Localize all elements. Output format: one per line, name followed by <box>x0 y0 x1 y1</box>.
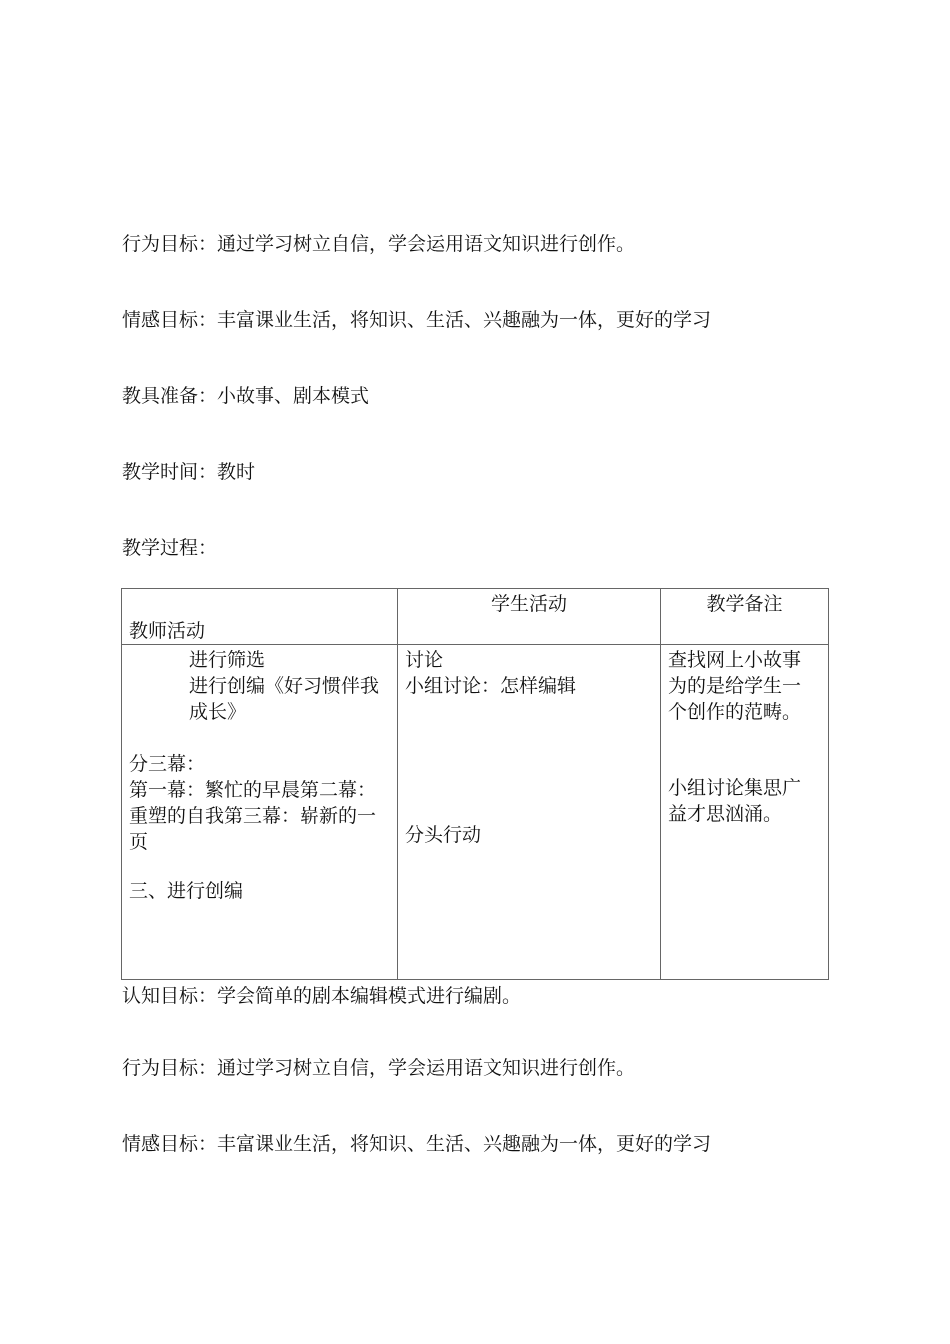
teaching-time-line: 教学时间：教时 <box>122 461 256 483</box>
teacher-text: 进行创编《好习惯伴我 <box>189 675 380 697</box>
teacher-text: 第一幕：繁忙的早晨第二幕： <box>129 779 377 801</box>
teaching-process-heading: 教学过程： <box>122 537 218 559</box>
teaching-tools-line: 教具准备：小故事、剧本模式 <box>122 385 370 407</box>
teacher-text: 进行筛选 <box>189 649 266 671</box>
emotion-goal-line-repeat: 情感目标：丰富课业生活，将知识、生活、兴趣融为一体，更好的学习 <box>122 1133 712 1155</box>
teaching-notes-cell <box>661 645 829 980</box>
header-student-label: 学生活动 <box>490 593 567 615</box>
teacher-text: 三、进行创编 <box>129 880 244 902</box>
notes-text: 查找网上小故事 <box>668 649 802 671</box>
student-text: 分头行动 <box>405 824 482 846</box>
student-text: 讨论 <box>405 649 444 671</box>
cognitive-goal-line: 认知目标：学会简单的剧本编辑模式进行编剧。 <box>122 985 522 1007</box>
student-activity-cell <box>398 645 661 980</box>
emotion-goal-line: 情感目标：丰富课业生活，将知识、生活、兴趣融为一体，更好的学习 <box>122 309 712 331</box>
header-teaching-notes <box>661 589 829 645</box>
teaching-process-table <box>121 588 829 980</box>
teacher-text: 成长》 <box>189 701 247 723</box>
behavior-goal-line-repeat: 行为目标：通过学习树立自信，学会运用语文知识进行创作。 <box>122 1057 636 1079</box>
header-student-activity <box>398 589 661 645</box>
teacher-activity-cell <box>122 645 398 980</box>
notes-text: 小组讨论集思广 <box>668 777 802 799</box>
header-notes-label: 教学备注 <box>706 593 783 615</box>
notes-text: 益才思汹涌。 <box>668 803 783 825</box>
teacher-text: 重塑的自我第三幕：崭新的一 <box>129 805 377 827</box>
student-text: 小组讨论：怎样编辑 <box>405 675 577 697</box>
header-teacher-label: 教师活动 <box>129 620 206 642</box>
notes-text: 为的是给学生一 <box>668 675 802 697</box>
teacher-text: 页 <box>129 831 149 853</box>
table-row <box>122 645 829 980</box>
behavior-goal-line: 行为目标：通过学习树立自信，学会运用语文知识进行创作。 <box>122 233 636 255</box>
notes-text: 个创作的范畴。 <box>668 701 802 723</box>
header-teacher-activity <box>122 589 398 645</box>
teacher-text: 分三幕： <box>129 753 206 775</box>
table-header-row <box>122 589 829 645</box>
